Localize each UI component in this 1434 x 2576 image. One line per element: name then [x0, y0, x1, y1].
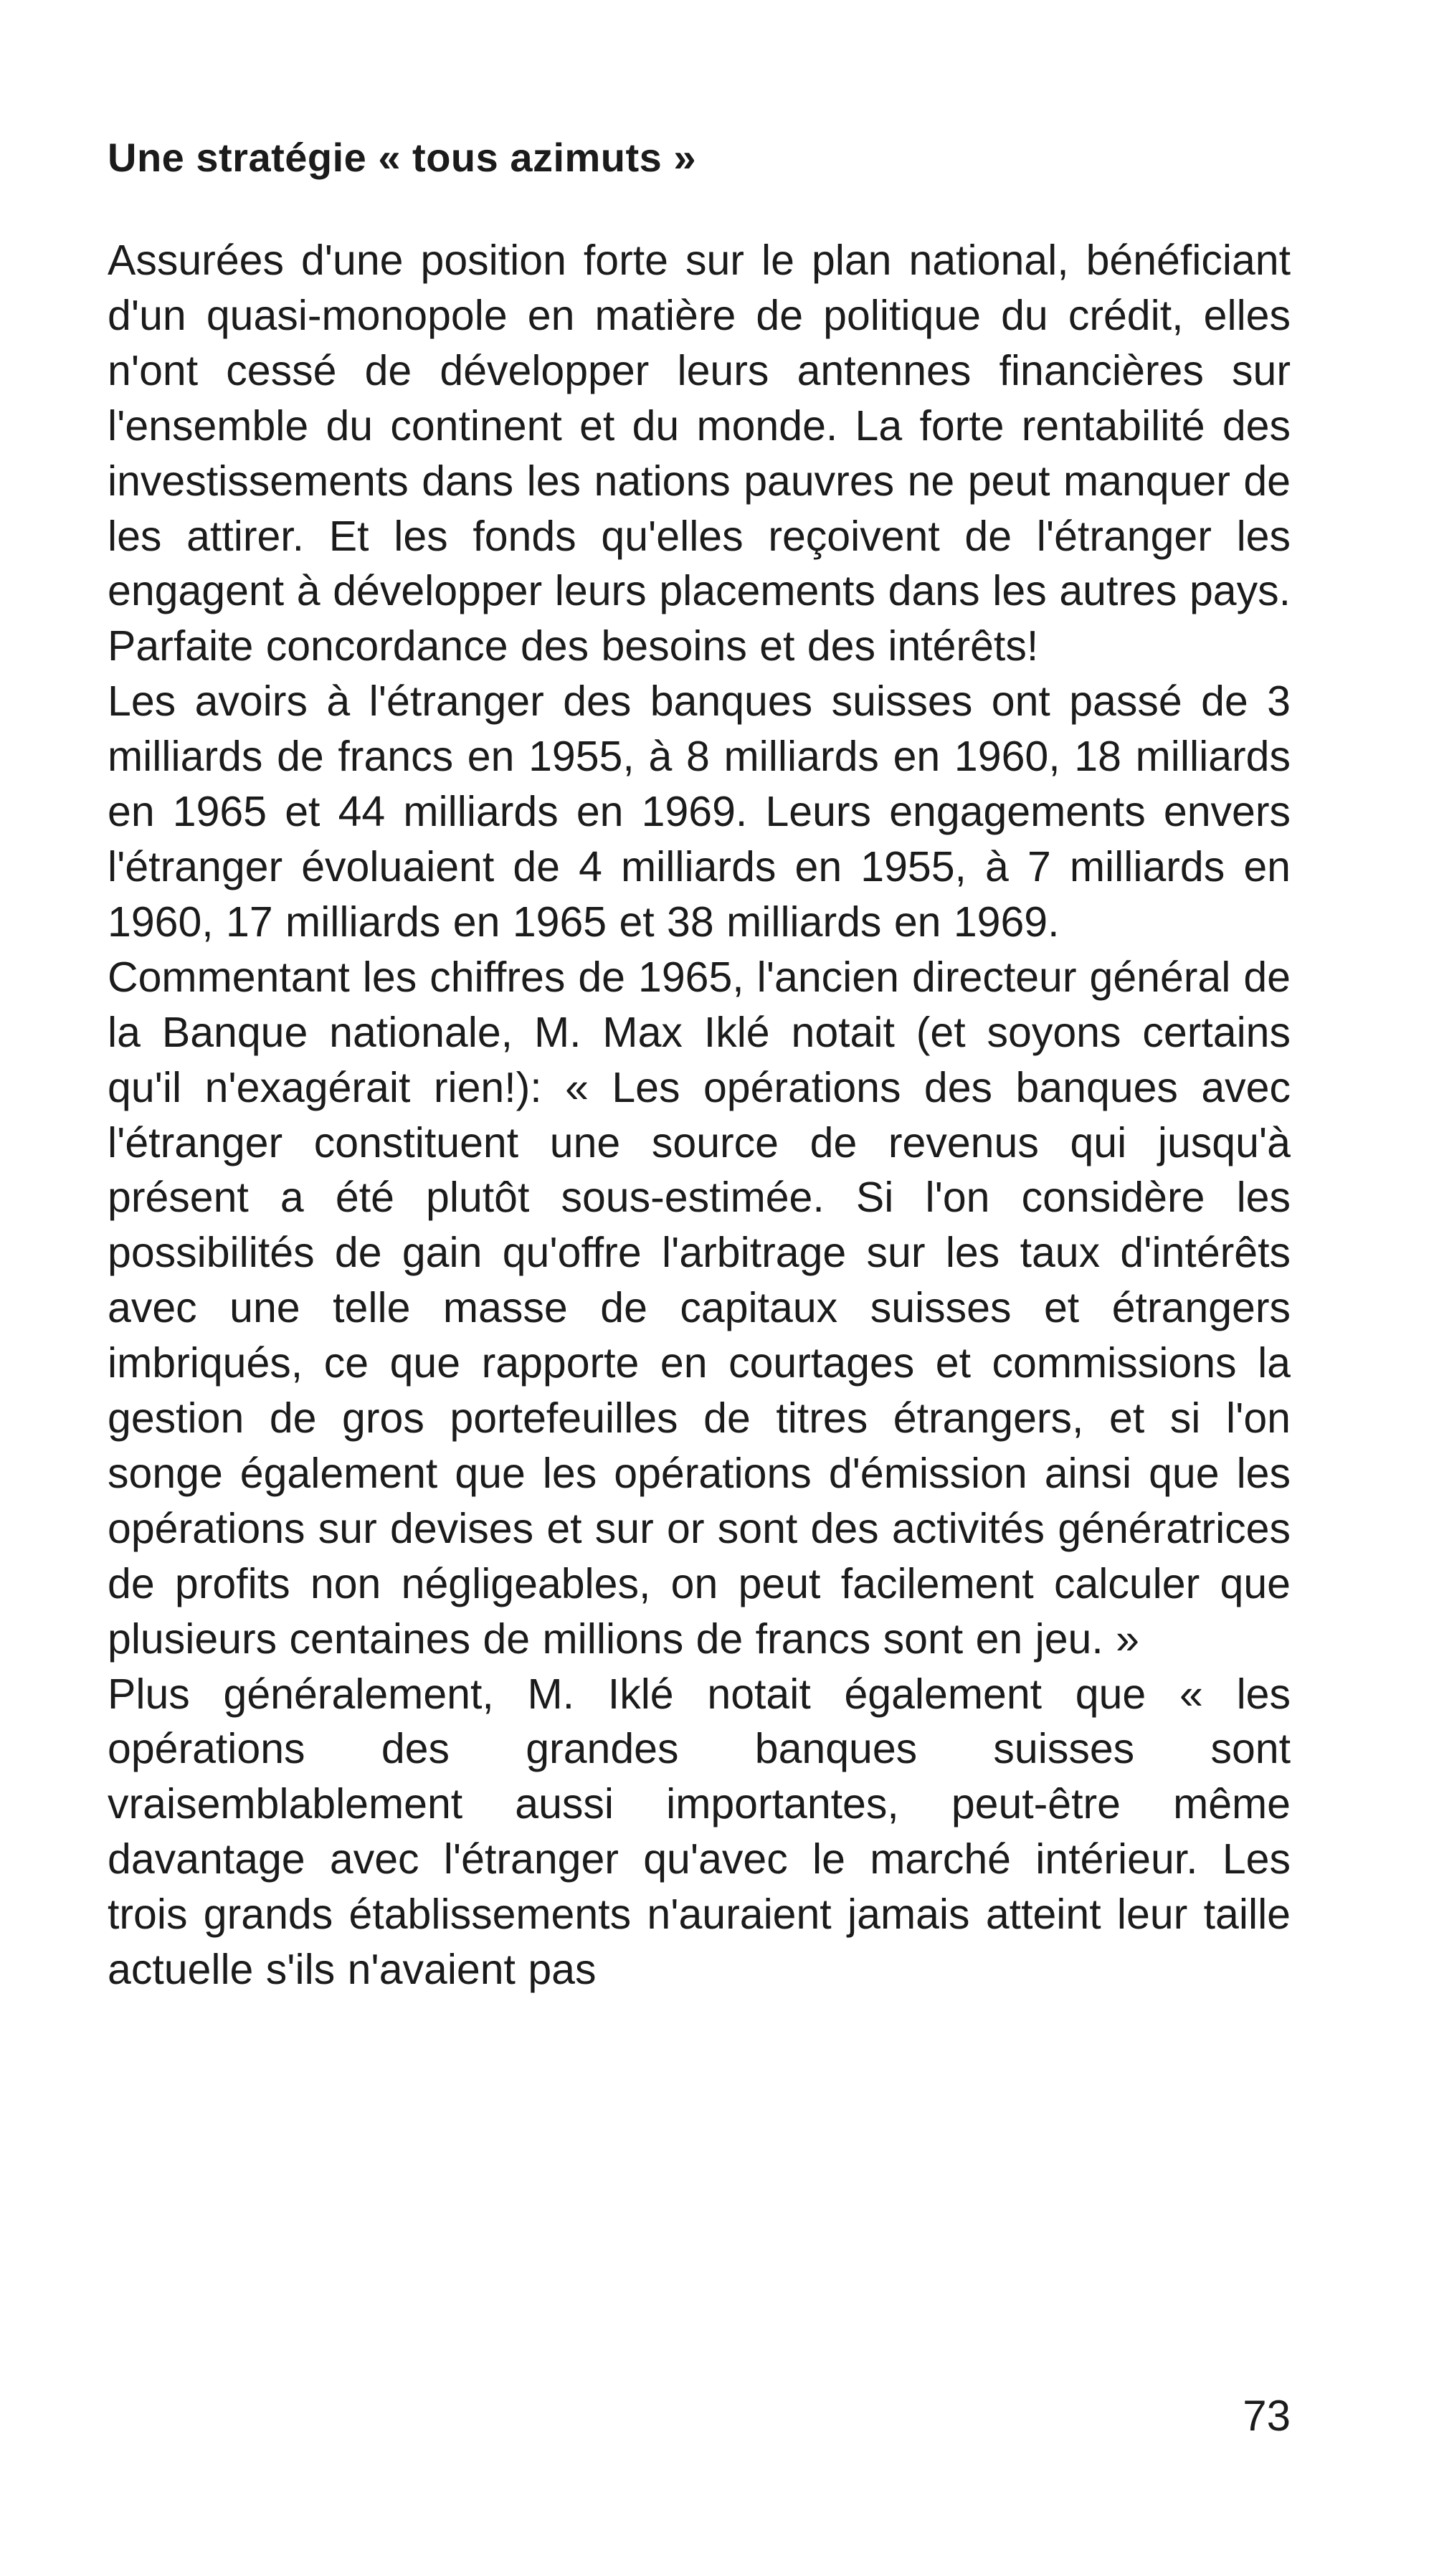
- paragraph-3: Commentant les chiffres de 1965, l'ancien directeur général de la Banque nationale, M. Max Iklé notait (et soyons certains qu'il n'exagérait rien!): « Les opérations des banques avec l'étranger constituent une source de revenus qui jusqu'à présent a été plutôt sous-estimée. Si l'on considère les possibilités de gain qu'offre l'arbitrage sur les taux d'intérêts avec une telle masse de capitaux suisses et étrangers imbriqués, ce que rapporte en courtages et commissions la gestion de gros portefeuilles de titres étrangers, et si l'on songe également que les opérations d'émission ainsi que les opérations sur devises et sur or sont des activités génératrices de profits non négligeables, on peut facilement calculer que plusieurs centaines de millions de francs sont en jeu. »: [108, 953, 1291, 1663]
- paragraph-1: Assurées d'une position forte sur le plan national, bénéficiant d'un quasi-monopole en matière de politique du crédit, elles n'ont cessé de développer leurs antennes financières sur l'ensemble du continent et du monde. La forte rentabilité des investissements dans les nations pauvres ne peut manquer de les attirer. Et les fonds qu'elles reçoivent de l'étranger les engagent à développer leurs placements dans les autres pays. Parfaite concordance des besoins et des intérêts!: [108, 237, 1291, 670]
- page-number: 73: [1243, 2392, 1291, 2440]
- paragraph-2: Les avoirs à l'étranger des banques suisses ont passé de 3 milliards de francs en 1955, à 8 milliards en 1960, 18 milliards en 1965 et 44 milliards en 1969. Leurs engagements envers l'étranger évoluaient de 4 milliards en 1955, à 7 milliards en 1960, 17 milliards en 1965 et 38 milliards en 1969.: [108, 678, 1291, 946]
- section-heading: Une stratégie « tous azimuts »: [108, 135, 697, 180]
- page-content: [108, 129, 1291, 1997]
- paragraph-4: Plus généralement, M. Iklé notait également que « les opérations des grandes banques suisses sont vraisemblablement aussi importantes, peut-être même davantage avec l'étranger qu'avec le marché intérieur. Les trois grands établissements n'auraient jamais atteint leur taille actuelle s'ils n'avaient pas: [108, 1670, 1291, 1994]
